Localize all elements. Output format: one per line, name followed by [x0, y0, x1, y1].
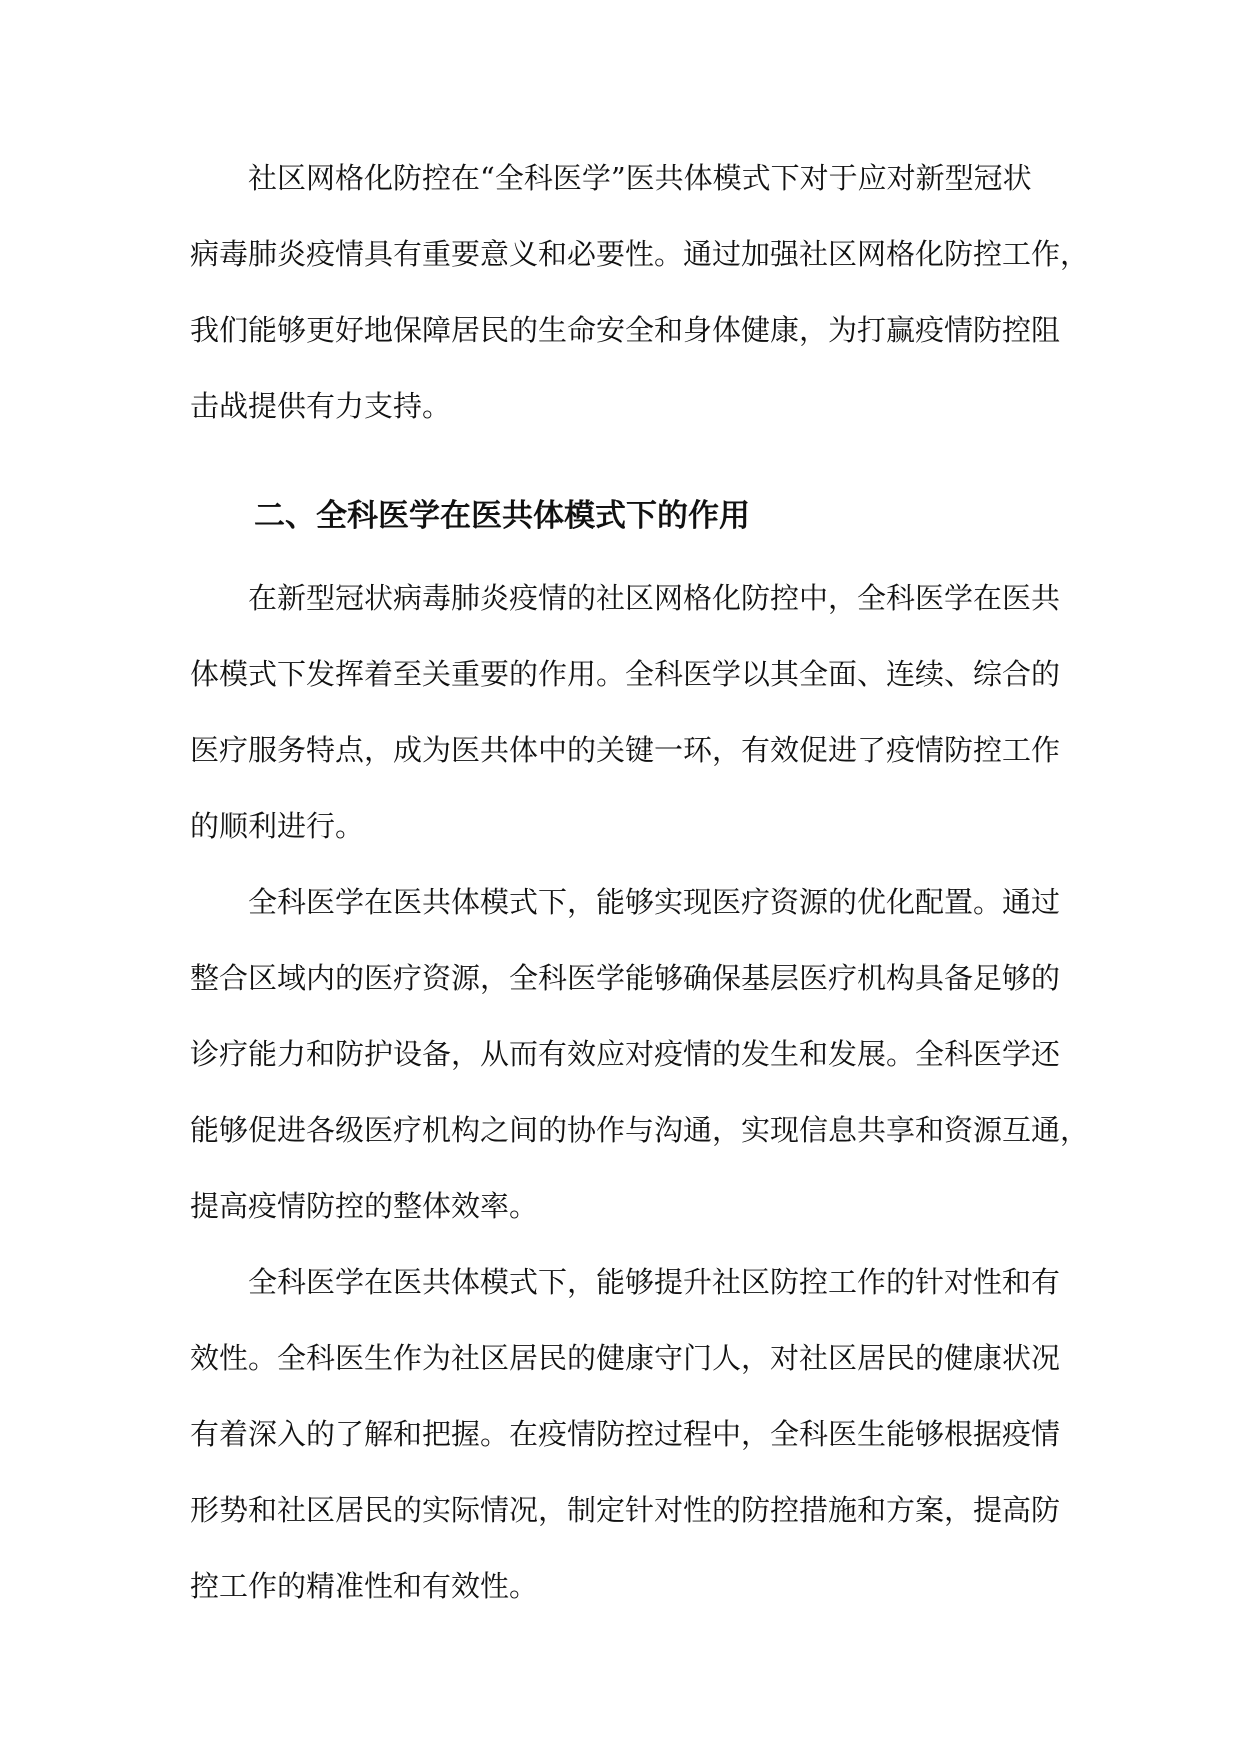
paragraph-line: 提高疫情防控的整体效率。 [190, 1189, 539, 1223]
paragraph-line: 形势和社区居民的实际情况，制定针对性的防控措施和方案，提高防 [190, 1493, 1061, 1527]
paragraph-line: 控工作的精准性和有效性。 [190, 1569, 539, 1603]
paragraph-line: 有着深入的了解和把握。在疫情防控过程中，全科医生能够根据疫情 [190, 1417, 1061, 1451]
paragraph-line: 全科医学在医共体模式下，能够实现医疗资源的优化配置。通过 [248, 885, 1061, 919]
paragraph-line: 击战提供有力支持。 [190, 389, 452, 423]
paragraph-line: 体模式下发挥着至关重要的作用。全科医学以其全面、连续、综合的 [190, 657, 1061, 691]
paragraph-line: 的顺利进行。 [190, 809, 365, 843]
paragraph-line: 在新型冠状病毒肺炎疫情的社区网格化防控中，全科医学在医共 [248, 581, 1061, 615]
paragraph-4 [190, 1244, 1061, 1624]
paragraph-line: 病毒肺炎疫情具有重要意义和必要性。通过加强社区网格化防控工作， [190, 237, 1090, 271]
paragraph-line: 整合区域内的医疗资源，全科医学能够确保基层医疗机构具备足够的 [190, 961, 1061, 995]
paragraph-line: 诊疗能力和防护设备，从而有效应对疫情的发生和发展。全科医学还 [190, 1037, 1061, 1071]
paragraph-line: 全科医学在医共体模式下，能够提升社区防控工作的针对性和有 [248, 1265, 1061, 1299]
paragraph-line: 效性。全科医生作为社区居民的健康守门人，对社区居民的健康状况 [190, 1341, 1061, 1375]
paragraph-line: 我们能够更好地保障居民的生命安全和身体健康，为打赢疫情防控阻 [190, 313, 1061, 347]
paragraph-line: 医疗服务特点，成为医共体中的关键一环，有效促进了疫情防控工作 [190, 733, 1061, 767]
paragraph-line: 社区网格化防控在“全科医学”医共体模式下对于应对新型冠状 [248, 161, 1032, 195]
paragraph-3 [190, 864, 1090, 1244]
document-body [190, 140, 1090, 1624]
paragraph-1 [190, 140, 1090, 444]
section-heading: 二、全科医学在医共体模式下的作用 [254, 498, 750, 534]
paragraph-line: 能够促进各级医疗机构之间的协作与沟通，实现信息共享和资源互通， [190, 1113, 1090, 1147]
paragraph-2 [190, 560, 1061, 864]
